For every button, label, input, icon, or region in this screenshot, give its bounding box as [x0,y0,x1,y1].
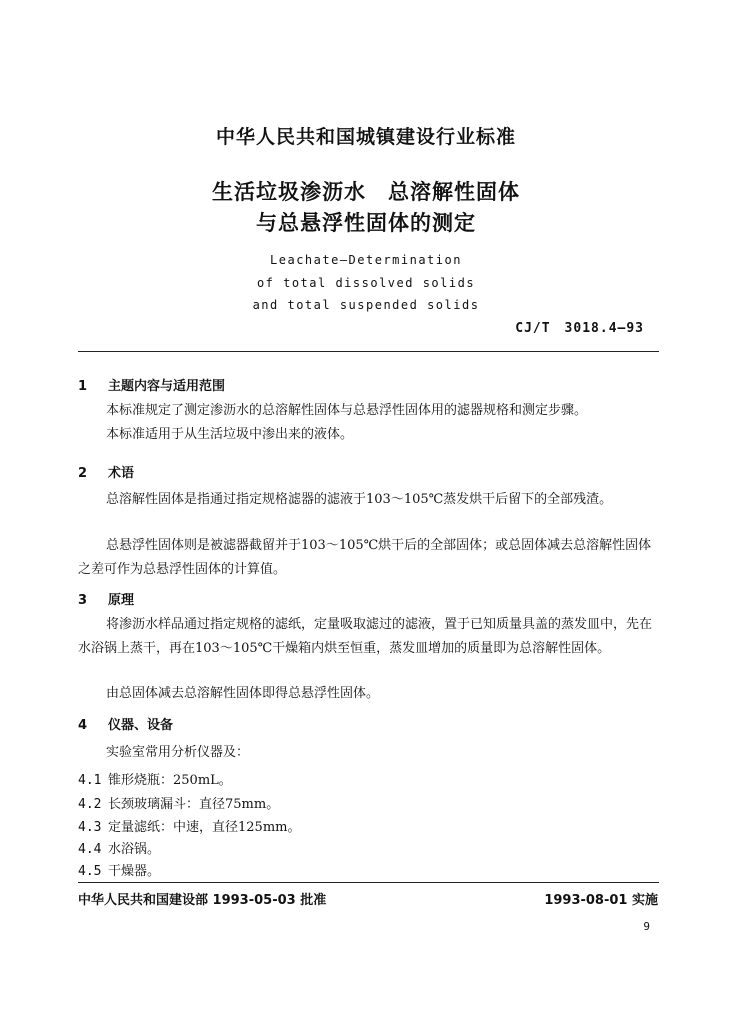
list-item [78,860,160,879]
footer-implementation: 1993-08-01 实施 [544,893,658,908]
standard-code: CJ/T 3018.4—93 [515,321,644,336]
section-number: 3 [78,593,88,608]
header-title: 中华人民共和国城镇建设行业标准 [215,126,516,148]
standard-title-line1: 生活垃圾渗沥水 总溶解性固体 [212,180,520,204]
item-text: 锥形烧瓶：250mL。 [108,773,232,788]
section-title: 主题内容与适用范围 [108,379,226,394]
section-2-paragraph-1: 总溶解性固体是指通过指定规格滤器的滤液于103～105℃蒸发烘干后留下的全部残渣。 [106,492,613,507]
list-item [78,769,232,788]
section-3-paragraph-1: 将渗沥水样品通过指定规格的滤纸，定量吸取滤过的滤液，置于已知质量具盖的蒸发皿中，先在水浴锅上蒸干，再在103～105℃干燥箱内烘至恒重，蒸发皿增加的质量即为总溶解性固体。 [78,617,653,656]
footer-approval: 中华人民共和国建设部 1993-05-03 批准 [78,893,327,908]
section-1-paragraph-2: 本标准适用于从生活垃圾中渗出来的液体。 [106,427,354,442]
english-title-line3: and total suspended solids [252,298,480,312]
section-2-paragraph-2: 总悬浮性固体则是被滤器截留并于103～105℃烘干后的全部固体；或总固体减去总溶解性固体之差可作为总悬浮性固体的计算值。 [78,538,652,577]
section-1-heading [78,375,225,394]
section-3-paragraph-2: 由总固体减去总溶解性固体即得总悬浮性固体。 [106,686,380,701]
item-number: 4.3 [78,820,102,835]
item-number: 4.2 [78,797,102,812]
list-item [78,816,300,835]
section-title: 术语 [108,466,135,481]
section-title: 仪器、设备 [108,718,174,733]
section-number: 1 [78,379,88,394]
list-item [78,793,279,812]
item-text: 干燥器。 [108,864,161,879]
item-text: 定量滤纸：中速，直径125mm。 [108,820,301,835]
english-title-line1: Leachate—Determination [270,253,462,267]
footer-divider [78,882,659,883]
section-2-heading [78,462,134,481]
item-text: 水浴锅。 [108,842,161,857]
section-4-heading [78,714,173,733]
section-3-heading [78,589,134,608]
page-number: 9 [643,920,650,933]
standard-title-line2: 与总悬浮性固体的测定 [256,211,476,235]
section-title: 原理 [108,593,135,608]
section-4-intro: 实验室常用分析仪器及： [106,745,250,760]
item-number: 4.1 [78,773,102,788]
top-divider [78,351,659,352]
section-number: 4 [78,718,88,733]
item-text: 长颈玻璃漏斗：直径75mm。 [108,797,280,812]
item-number: 4.5 [78,864,102,879]
list-item [78,838,160,857]
section-1-paragraph-1: 本标准规定了测定渗沥水的总溶解性固体与总悬浮性固体用的滤器规格和测定步骤。 [106,403,588,418]
section-number: 2 [78,466,88,481]
english-title-line2: of total dissolved solids [256,276,476,290]
item-number: 4.4 [78,842,102,857]
